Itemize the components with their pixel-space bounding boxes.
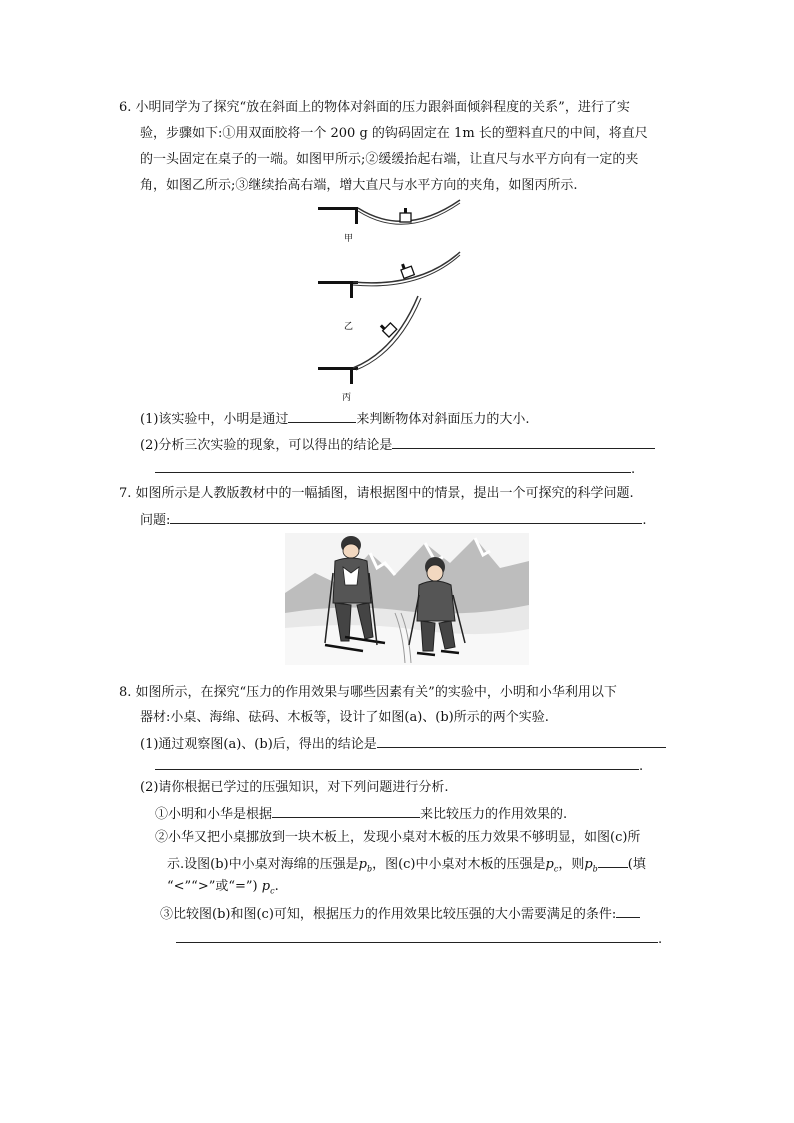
symbol-pc: $p_c$	[545, 857, 559, 874]
q6-answer-blank-1[interactable]	[288, 408, 356, 423]
q8-answer-blank-1a[interactable]	[377, 733, 666, 748]
q8-sub-2-text-d: (填	[627, 857, 646, 872]
q7-question-prefix: 问题:	[140, 513, 171, 528]
q8-part-1-cont	[155, 755, 643, 777]
q8-sub-2-line-2	[167, 853, 646, 880]
q8-sub-1-suffix: 来比较压力的作用效果的.	[420, 807, 568, 822]
q8-sub-1-prefix: ①小明和小华是根据	[155, 807, 273, 822]
q8-sub-2-line-1: ②小华又把小桌挪放到一块木板上，发现小桌对木板的压力效果不够明显，如图(c)所	[155, 830, 641, 845]
q6-answer-blank-2b[interactable]	[155, 458, 631, 473]
q8-sub-1	[155, 803, 567, 825]
fig-label-jia: 甲	[344, 234, 354, 244]
q7-answer-blank[interactable]	[170, 509, 642, 524]
symbol-pc-2: $p_c$	[261, 879, 275, 896]
q8-part-2: (2)请你根据已学过的压强知识，对下列问题进行分析.	[140, 780, 449, 795]
symbol-pb: $p_b$	[358, 857, 373, 874]
q6-line-2: 验，步骤如下:①用双面胶将一个 200 g 的钩码固定在 1m 长的塑料直尺的中间，将直尺	[140, 126, 648, 141]
q8-compare-blank[interactable]	[598, 853, 628, 868]
q8-sub-2-line-3	[167, 877, 279, 902]
q8-line-2: 器材:小桌、海绵、砝码、木板等，设计了如图(a)、(b)所示的两个实验.	[140, 710, 549, 725]
q8-sub-3-end: .	[658, 932, 663, 947]
q6-part-1-prefix: (1)该实验中，小明是通过	[140, 412, 289, 427]
q6-line-1: 6. 小明同学为了探究“放在斜面上的物体对斜面的压力跟斜面倾斜程度的关系”，进行了实	[119, 100, 630, 115]
q8-answer-blank-3a[interactable]	[616, 903, 640, 918]
q8-sub-3-cont	[176, 928, 662, 950]
q7-question-end: .	[642, 513, 647, 528]
q6-answer-blank-2a[interactable]	[392, 434, 655, 449]
ruler-incline-figure	[310, 196, 470, 406]
q8-line-1: 8. 如图所示，在探究“压力的作用效果与哪些因素有关”的实验中，小明和小华利用以下	[119, 685, 617, 700]
figure-jia	[318, 200, 460, 224]
q8-sub-3	[160, 903, 640, 925]
q6-part-2-prefix: (2)分析三次实验的现象，可以得出的结论是	[140, 438, 393, 453]
q6-part-1-suffix: 来判断物体对斜面压力的大小.	[356, 412, 530, 427]
q8-part-1-end: .	[639, 759, 644, 774]
q8-answer-blank-3b[interactable]	[176, 928, 658, 943]
q6-part-2	[140, 434, 655, 456]
q8-sub-2-text-a: 示.设图(b)中小桌对海绵的压强是	[167, 857, 359, 872]
q6-line-4: 角，如图乙所示;③继续抬高右端，增大直尺与水平方向的夹角，如图丙所示.	[140, 178, 578, 193]
q7-line-1: 7. 如图所示是人教版教材中的一幅插图，请根据图中的情景，提出一个可探究的科学问题.	[119, 486, 634, 501]
q8-part-1	[140, 733, 666, 755]
q8-sub-2-end: .	[274, 879, 279, 894]
q8-part-1-prefix: (1)通过观察图(a)、(b)后，得出的结论是	[140, 737, 377, 752]
q8-answer-blank-2[interactable]	[272, 803, 420, 818]
figure-bing	[318, 296, 421, 384]
q8-answer-blank-1b[interactable]	[155, 755, 639, 770]
q6-part-2-cont	[155, 458, 635, 480]
fig-label-yi: 乙	[344, 322, 354, 332]
q8-sub-2-options: “<”“>”或“=”)	[167, 879, 258, 894]
figure-yi	[318, 252, 460, 298]
q8-sub-2-text-b: ，图(c)中小桌对木板的压强是	[372, 857, 546, 872]
q6-part-2-end: .	[631, 462, 636, 477]
symbol-pb-2: $p_b$	[584, 857, 598, 874]
q6-part-1	[140, 408, 530, 430]
q6-line-3: 的一头固定在桌子的一端。如图甲所示;②缓缓抬起右端，让直尺与水平方向有一定的夹	[140, 152, 639, 167]
q8-sub-3-prefix: ③比较图(b)和图(c)可知，根据压力的作用效果比较压强的大小需要满足的条件:	[160, 907, 617, 922]
q7-line-2	[140, 509, 647, 531]
skiing-illustration	[285, 533, 529, 665]
q8-sub-2-text-c: ，则	[558, 857, 585, 872]
fig-label-bing: 丙	[342, 393, 352, 403]
